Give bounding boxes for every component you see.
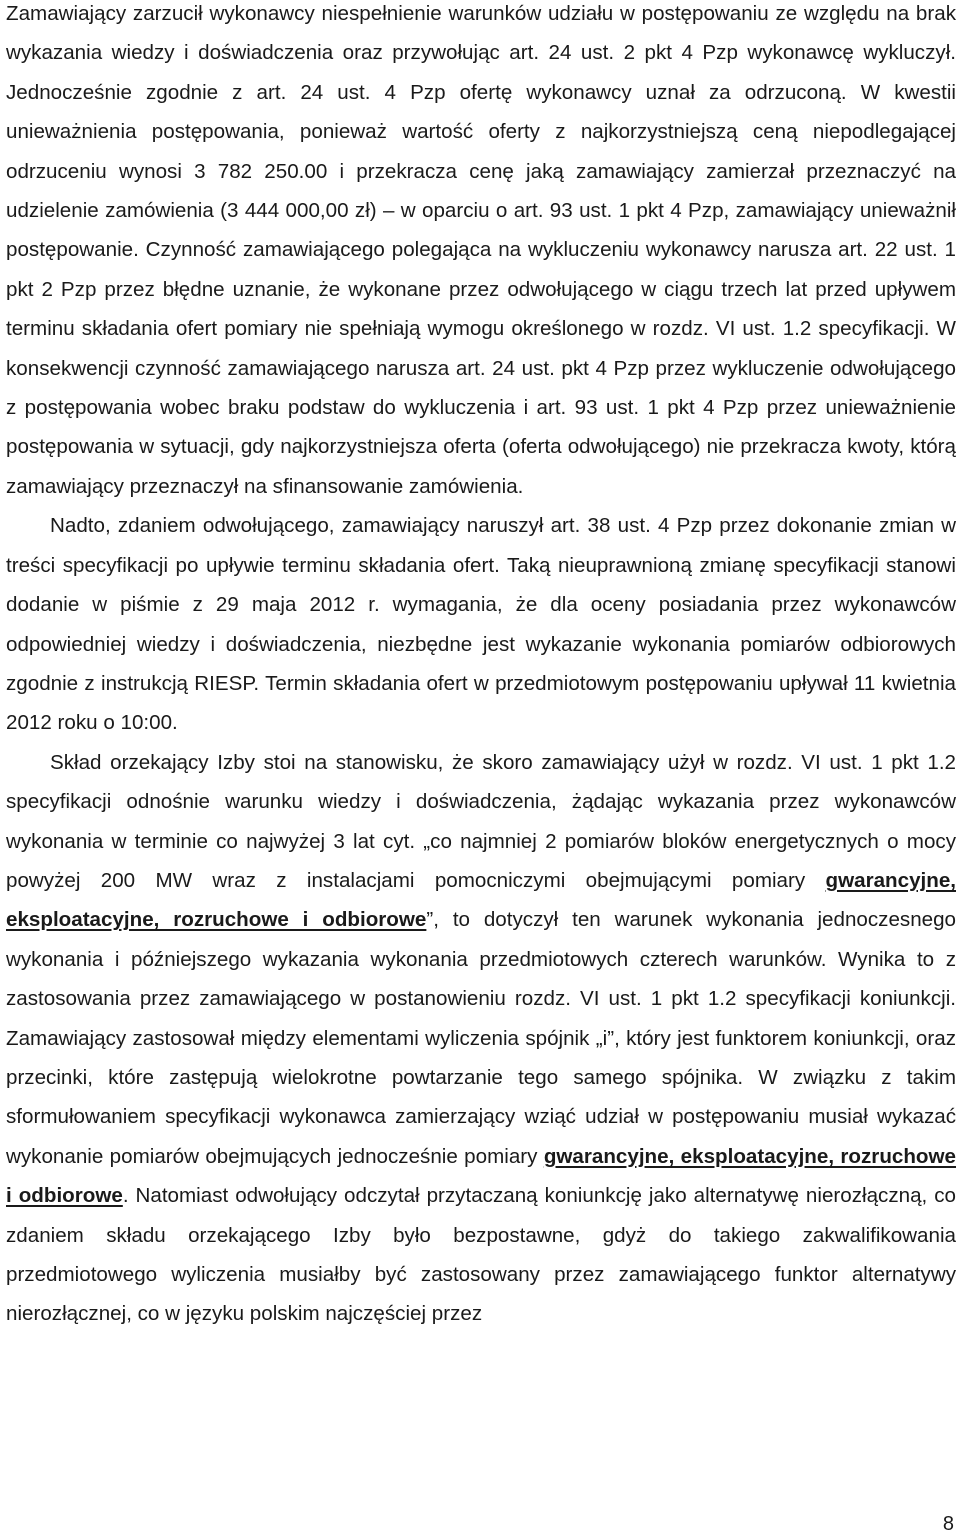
paragraph-3-text-a: Skład orzekający Izby stoi na stanowisku, że skoro zamawiający użył w rozdz. VI ust. 1 pkt 1.2 specyfikacji odnośnie warunku wiedzy i doświadczenia, żądając wykazania przez wykonawców wykonania w terminie co najwyżej 3 lat cyt. „co najmniej 2 pomiarów bloków energetycznych o mocy powyżej 200 MW wraz z instalacjami pomocniczymi obejmującymi pomiary — [6, 750, 956, 892]
document-page — [6, 0, 956, 1334]
paragraph-3-text-b: ”, to dotyczył ten warunek wykonania jednoczesnego wykonania i późniejszego wykazania wykonania przedmiotowych czterech warunków. Wynika to z zastosowania przez zamawiającego w postanowieniu rozdz. VI ust. 1 pkt 1.2 specyfikacji koniunkcji. Zamawiający zastosował między elementami wyliczenia spójnik „i”, który jest funktorem koniunkcji, oraz przecinki, które zastępują wielokrotne powtarzanie tego samego spójnika. W związku z takim sformułowaniem specyfikacji wykonawca zamierzający wziąć udział w postępowaniu musiał wykazać wykonanie pomiarów obejmujących jednocześnie pomiary — [6, 908, 957, 1168]
page-number: 8 — [942, 1513, 954, 1535]
paragraph-1-text: Zamawiający zarzucił wykonawcy niespełnienie warunków udziału w postępowaniu ze względu na brak wykazania wiedzy i doświadczenia oraz przywołując art. 24 ust. 2 pkt 4 Pzp wykonawcę wykluczył. Jednocześnie zgodnie z art. 24 ust. 4 Pzp ofertę wykonawcy uznał za odrzuconą. W kwestii unieważnienia postępowania, ponieważ wartość oferty z najkorzystniejszą ceną niepodlegającej odrzuceniu wynosi 3 782 250.00 i przekracza cenę jaką zamawiający zamierzał przeznaczyć na udzielenie zamówienia (3 444 000,00 zł) – w oparciu o art. 93 ust. 1 pkt 4 Pzp, zamawiający unieważnił postępowanie. Czynność zamawiającego polegająca na wykluczeniu wykonawcy narusza art. 22 ust. 1 pkt 2 Pzp przez błędne uznanie, że wykonane przez odwołującego w ciągu trzech lat przed upływem terminu składania ofert pomiary nie spełniają wymogu określonego w rozdz. VI ust. 1.2 specyfikacji. W konsekwencji czynność zamawiającego narusza art. 24 ust. pkt 4 Pzp przez wykluczenie odwołującego z postępowania wobec braku podstaw do wykluczenia i art. 93 ust. 1 pkt 4 Pzp przez unieważnienie postępowania w sytuacji, gdy najkorzystniejsza oferta (oferta odwołującego) nie przekracza kwoty, którą zamawiający przeznaczył na sfinansowanie zamówienia. — [6, 2, 956, 498]
emphasized-phrase: gwarancyjne, eksploatacyjne, rozruchowe i odbiorowe — [6, 868, 956, 932]
emphasized-phrase: gwarancyjne, eksploatacyjne, rozruchowe i odbiorowe — [6, 1144, 956, 1208]
paragraph-3-text-c: . Natomiast odwołujący odczytał przytaczaną koniunkcję jako alternatywę nierozłączną, co zdaniem składu orzekającego Izby było bezpostawne, gdyż do takiego zakwalifikowania przedmiotowego wyliczenia musiałby być zastosowany przez zamawiającego funktor alternatywy nierozłącznej, co w języku polskim najczęściej przez — [6, 1184, 956, 1326]
paragraph-2 — [6, 506, 956, 742]
paragraph-2-text: Nadto, zdaniem odwołującego, zamawiający naruszył art. 38 ust. 4 Pzp przez dokonanie zmian w treści specyfikacji po upływie terminu składania ofert. Taką nieuprawnioną zmianę specyfikacji stanowi dodanie w piśmie z 29 maja 2012 r. wymagania, że dla oceny posiadania przez wykonawców odpowiedniej wiedzy i doświadczenia, niezbędne jest wykazanie wykonania pomiarów odbiorowych zgodnie z instrukcją RIESP. Termin składania ofert w przedmiotowym postępowaniu upływał 11 kwietnia 2012 roku o 10:00. — [6, 514, 956, 735]
paragraph-1 — [6, 0, 956, 506]
paragraph-3 — [6, 743, 956, 1334]
